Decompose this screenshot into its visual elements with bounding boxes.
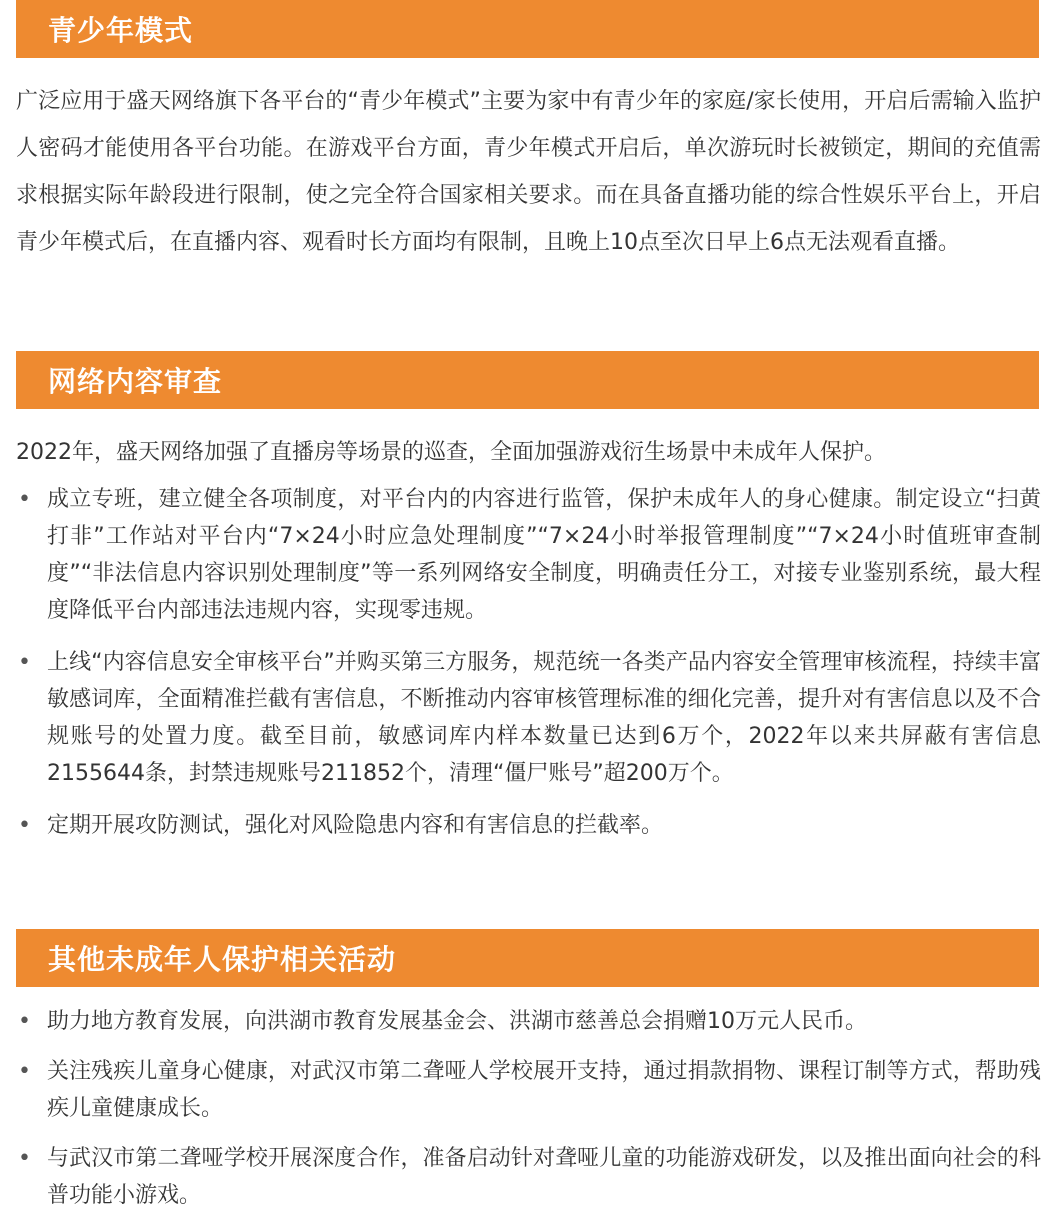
youth-mode-paragraph: 广泛应用于盛天网络旗下各平台的“青少年模式”主要为家中有青少年的家庭/家长使用，开启后需输入监护人密码才能使用各平台功能。在游戏平台方面，青少年模式开启后，单次游玩时长被锁定，期间的充值需求根据实际年龄段进行限制，使之完全符合国家相关要求。而在具备直播功能的综合性娱乐平台上，开启青少年模式后，在直播内容、观看时长方面均有限制，且晚上10点至次日早上6点无法观看直播。	[16, 89, 1041, 255]
section-header-other-activities	[16, 929, 1039, 987]
list-item-text: 成立专班，建立健全各项制度，对平台内的内容进行监管，保护未成年人的身心健康。制定设立“扫黄打非”工作站对平台内“7×24小时应急处理制度”“7×24小时举报管理制度”“7×24小时值班审查制度”“非法信息内容识别处理制度”等一系列网络安全制度，明确责任分工，对接专业鉴别系统，最大程度降低平台内部违法违规内容，实现零违规。	[47, 487, 1041, 623]
list-item	[16, 1053, 1041, 1127]
bullet-icon: •	[18, 650, 31, 675]
section-title: 青少年模式	[48, 14, 194, 47]
bullet-icon: •	[18, 487, 31, 512]
list-item	[16, 481, 1041, 629]
bullet-icon: •	[18, 813, 31, 838]
list-item	[16, 807, 1041, 844]
content-review-intro: 2022年，盛天网络加强了直播房等场景的巡查，全面加强游戏衍生场景中未成年人保护。	[16, 440, 886, 465]
section-header-content-review	[16, 351, 1039, 409]
list-item-text: 上线“内容信息安全审核平台”并购买第三方服务，规范统一各类产品内容安全管理审核流程，持续丰富敏感词库，全面精准拦截有害信息，不断推动内容审核管理标准的细化完善，提升对有害信息以及不合规账号的处置力度。截至目前，敏感词库内样本数量已达到6万个，2022年以来共屏蔽有害信息2155644条，封禁违规账号211852个，清理“僵尸账号”超200万个。	[47, 650, 1041, 786]
list-item	[16, 1003, 1041, 1040]
list-item-text: 与武汉市第二聋哑学校开展深度合作，准备启动针对聋哑儿童的功能游戏研发，以及推出面向社会的科普功能小游戏。	[47, 1146, 1041, 1208]
list-item-text: 定期开展攻防测试，强化对风险隐患内容和有害信息的拦截率。	[47, 813, 664, 838]
section-header-youth-mode	[16, 0, 1039, 58]
list-item	[16, 1140, 1041, 1214]
list-item	[16, 644, 1041, 792]
bullet-icon: •	[18, 1146, 31, 1171]
other-activities-list	[16, 1003, 1041, 1227]
list-item-text: 关注残疾儿童身心健康，对武汉市第二聋哑人学校展开支持，通过捐款捐物、课程订制等方式，帮助残疾儿童健康成长。	[47, 1059, 1041, 1121]
section-title: 网络内容审查	[48, 365, 223, 398]
list-item-text: 助力地方教育发展，向洪湖市教育发展基金会、洪湖市慈善总会捐赠10万元人民币。	[47, 1009, 867, 1034]
section-title: 其他未成年人保护相关活动	[48, 943, 397, 976]
content-review-list	[16, 481, 1041, 859]
bullet-icon: •	[18, 1009, 31, 1034]
bullet-icon: •	[18, 1059, 31, 1084]
